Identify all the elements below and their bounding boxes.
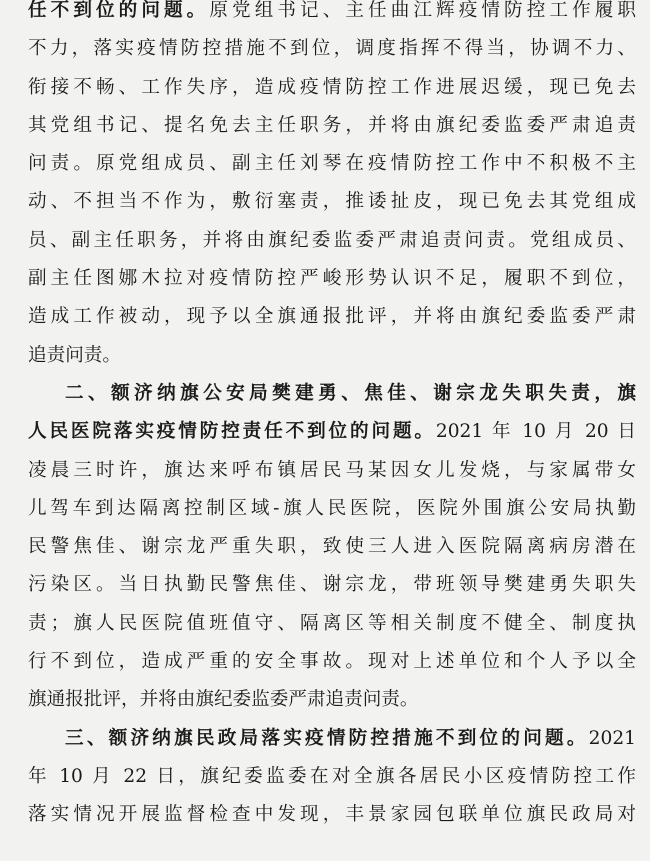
text-line — [28, 413, 636, 451]
text-line: 年 10 月 22 日，旗纪委监委在对全旗各居民小区疫情防控工作 — [28, 765, 636, 787]
bold-heading-fragment: 任不到位的问题。 — [28, 0, 210, 21]
text-line: 凌晨三时许，旗达来呼布镇居民马某因女儿发烧，与家属带女 — [28, 459, 636, 481]
text-line: 污染区。当日执勤民警焦佳、谢宗龙，带班领导樊建勇失职失 — [28, 574, 636, 596]
text-line: 责；旗人民医院值班值守、隔离区等相关制度不健全、制度执 — [28, 612, 636, 634]
text-line: 衔接不畅、工作失序，造成疫情防控工作进展迟缓，现已免去 — [28, 76, 636, 98]
section-heading: 二、额济纳旗公安局樊建勇、焦佳、谢宗龙失职失责，旗 — [65, 382, 636, 404]
text-line: 造成工作被动，现予以全旗通报批评，并将由旗纪委监委严肃 — [28, 306, 636, 328]
text-line: 儿驾车到达隔离控制区域-旗人民医院，医院外围旗公安局执勤 — [28, 497, 636, 519]
text-line: 落实情况开展监督检查中发现，丰景家园包联单位旗民政局对 — [28, 804, 636, 826]
text-line: 员、副主任职务，并将由旗纪委监委严肃追责问责。党组成员、 — [28, 229, 636, 251]
text-line: 民警焦佳、谢宗龙严重失职，致使三人进入医院隔离病房潜在 — [28, 536, 636, 558]
text-line: 旗通报批评，并将由旗纪委监委严肃追责问责。 — [28, 689, 419, 711]
text-line: 其党组书记、提名免去主任职务，并将由旗纪委监委严肃追责 — [28, 114, 636, 136]
text-line — [28, 720, 636, 758]
text-fragment: 2021 — [588, 727, 636, 749]
text-line: 追责问责。 — [28, 344, 121, 366]
paragraph-3 — [28, 720, 636, 835]
paragraph-2 — [28, 375, 636, 720]
text-line — [28, 0, 636, 30]
text-line: 动、不担当不作为，敷衍塞责，推诿扯皮，现已免去其党组成 — [28, 191, 636, 213]
section-heading: 三、额济纳旗民政局落实疫情防控措施不到位的问题。 — [65, 727, 589, 749]
text-fragment: 原党组书记、主任曲江辉疫情防控工作履职 — [209, 0, 636, 21]
paragraph-1 — [28, 0, 636, 375]
text-line: 行不到位，造成严重的安全事故。现对上述单位和个人予以全 — [28, 651, 636, 673]
text-fragment: 2021 年 10 月 20 日 — [435, 421, 636, 443]
text-line: 不力，落实疫情防控措施不到位，调度指挥不得当，协调不力、 — [28, 38, 636, 60]
bold-heading-fragment: 人民医院落实疫情防控责任不到位的问题。 — [28, 421, 436, 443]
text-line: 副主任图娜木拉对疫情防控严峻形势认识不足，履职不到位， — [28, 268, 636, 290]
text-line: 问责。原党组成员、副主任刘琴在疫情防控工作中不积极不主 — [28, 153, 636, 175]
